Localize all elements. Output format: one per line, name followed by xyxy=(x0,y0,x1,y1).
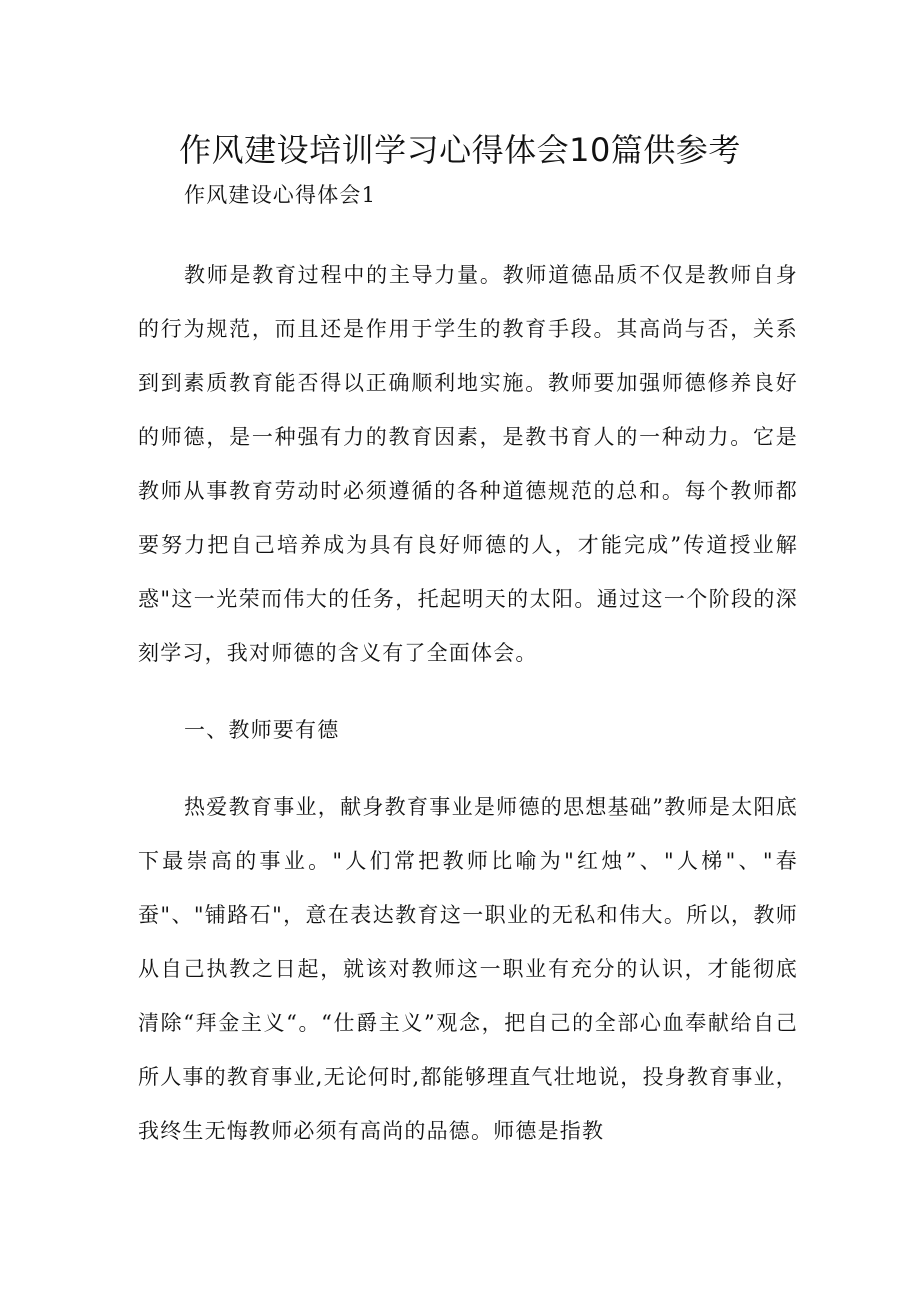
paragraph-1: 教师是教育过程中的主导力量。教师道德品质不仅是教师自身的行为规范，而且还是作用于学生的教育手段。其高尚与否，关系到到素质教育能否得以正确顺利地实施。教师要加强师德修养良好的师德，是一种强有力的教育因素，是教书育人的一种动力。它是教师从事教育劳动时必须遵循的各种道德规范的总和。每个教师都要努力把自己培养成为具有良好师德的人，才能完成”传道授业解惑"这一光荣而伟大的任务，托起明天的太阳。通过这一个阶段的深刻学习，我对师德的含义有了全面体会。 xyxy=(138,263,798,665)
document-title: 作风建设培训学习心得体会10篇供参考 xyxy=(179,131,741,169)
paragraph-2: 热爱教育事业，献身教育事业是师德的思想基础”教师是太阳底下最崇高的事业。"人们常把教师比喻为"红烛”、"人梯"、"春蚕"、"铺路石"，意在表达教育这一职业的无私和伟大。所以，教师从自己执教之日起，就该对教师这一职业有充分的认识，才能彻底清除“拜金主义“。“仕爵主义”观念，把自己的全部心血奉献给自己所人事的教育事业,无论何时,都能够理直气壮地说，投身教育事业，我终生无悔教师必须有高尚的品德。师德是指教 xyxy=(138,795,798,1143)
article-subtitle: 作风建设心得体会1 xyxy=(184,183,377,207)
section-heading: 一、教师要有德 xyxy=(184,718,340,742)
